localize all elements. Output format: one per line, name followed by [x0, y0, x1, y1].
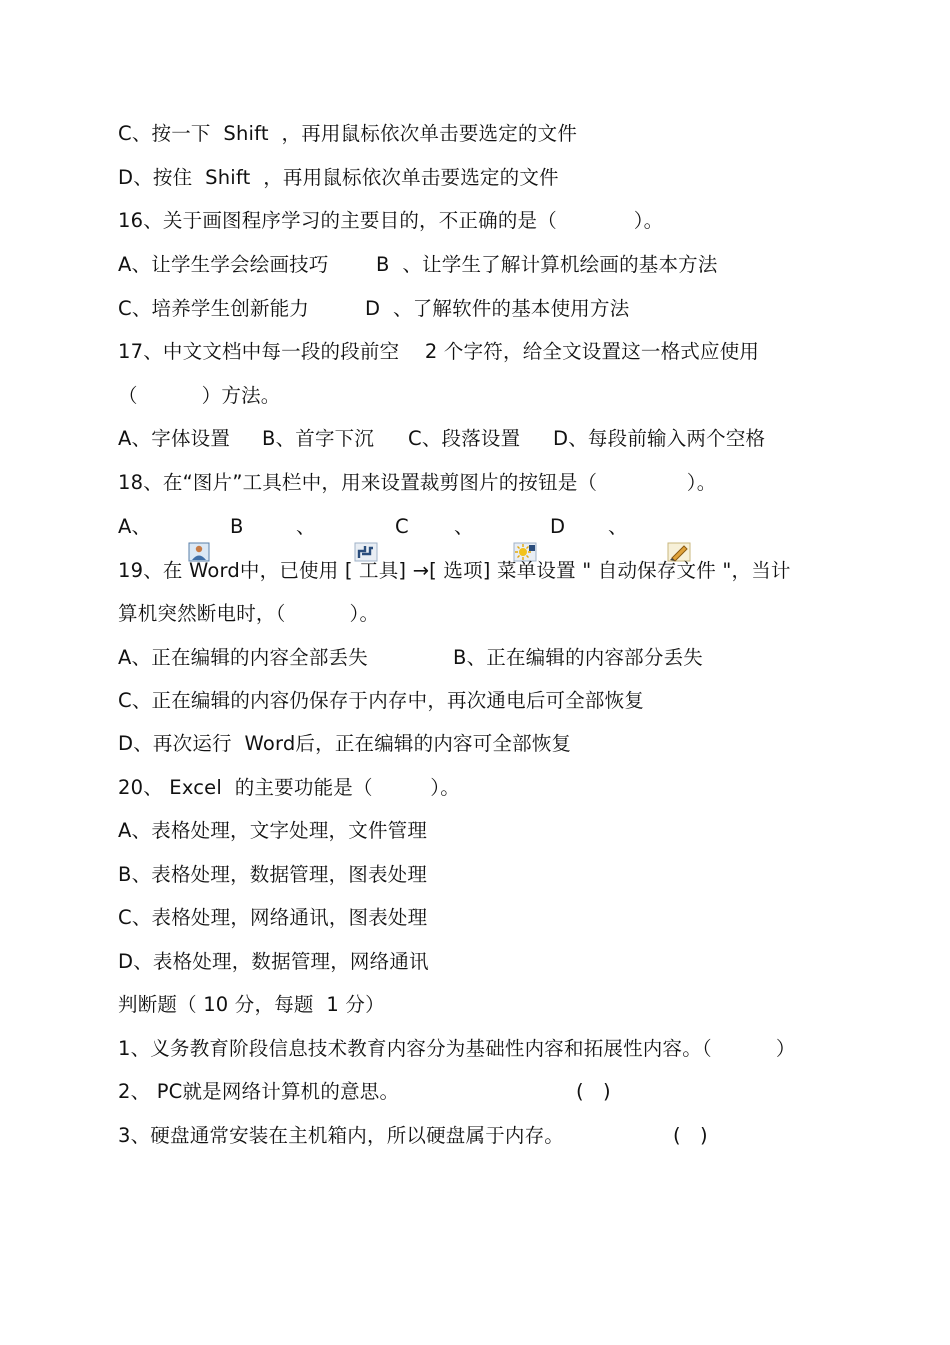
- image-insert-icon: [150, 516, 172, 536]
- option-20c: C、表格处理，网络通讯，图表处理: [118, 906, 428, 929]
- brightness-icon: [475, 516, 497, 536]
- option-16c: C、培养学生创新能力: [118, 297, 310, 320]
- option-19a: A、正在编辑的内容全部丢失: [118, 646, 368, 669]
- question-20: 20、 Excel 的主要功能是（ ）。: [118, 776, 460, 799]
- options-18: [118, 514, 678, 540]
- tf-question-2-blank: ( ): [576, 1080, 611, 1103]
- option-18c-sep: 、: [454, 515, 474, 538]
- option-19c: C、正在编辑的内容仍保存于内存中，再次通电后可全部恢复: [118, 689, 645, 712]
- option-16d: D 、了解软件的基本使用方法: [365, 297, 630, 320]
- question-18: 18、在“图片”工具栏中，用来设置裁剪图片的按钮是（ ）。: [118, 471, 717, 494]
- question-17: 17、中文文档中每一段的段前空 2 个字符，给全文设置这一格式应使用: [118, 340, 760, 363]
- option-18a-label: A、: [118, 515, 152, 538]
- option-16a: A、让学生学会绘画技巧: [118, 253, 329, 276]
- option-18b-sep: 、: [296, 515, 316, 538]
- tf-question-3-text: 3、硬盘通常安装在主机箱内，所以硬盘属于内存。: [118, 1124, 565, 1147]
- tf-question-3-blank: ( ): [673, 1124, 708, 1147]
- options-16-cd: [118, 296, 838, 322]
- option-19b: B、正在编辑的内容部分丢失: [453, 646, 703, 669]
- question-19-cont: 算机突然断电时，（ ）。: [118, 602, 380, 625]
- option-18d-label: D: [550, 515, 566, 538]
- option-18b-label: B: [230, 515, 244, 538]
- option-20b: B、表格处理，数据管理，图表处理: [118, 863, 428, 886]
- option-16b: B 、让学生了解计算机绘画的基本方法: [376, 253, 718, 276]
- question-16: 16、关于画图程序学习的主要目的，不正确的是（ ）。: [118, 209, 664, 232]
- option-15d: D、按住 Shift ，再用鼠标依次单击要选定的文件: [118, 166, 559, 189]
- option-19d: D、再次运行 Word后，正在编辑的内容可全部恢复: [118, 732, 572, 755]
- option-20a: A、表格处理，文字处理，文件管理: [118, 819, 428, 842]
- options-17: [118, 426, 838, 452]
- tf-question-2-text: 2、 PC就是网络计算机的意思。: [118, 1080, 400, 1103]
- option-17a: A、字体设置: [118, 427, 231, 450]
- section-heading-true-false: 判断题（ 10 分，每题 1 分）: [118, 993, 385, 1016]
- tf-question-1: 1、义务教育阶段信息技术教育内容分为基础性内容和拓展性内容。（ ）: [118, 1037, 796, 1060]
- recolor-icon: [629, 516, 651, 536]
- question-19: 19、在 Word中，已使用 [ 工具] →[ 选项] 菜单设置 " 自动保存文件 "，当计: [118, 559, 791, 582]
- options-19-ab: [118, 645, 838, 671]
- tf-question-3: [118, 1123, 838, 1149]
- option-20d: D、表格处理，数据管理，网络通讯: [118, 950, 429, 973]
- option-17c: C、段落设置: [408, 427, 521, 450]
- option-18d-sep: 、: [608, 515, 628, 538]
- tf-question-2: [118, 1079, 838, 1105]
- question-17-cont: （ ）方法。: [118, 384, 281, 407]
- option-18c-label: C: [395, 515, 409, 538]
- option-17b: B、首字下沉: [262, 427, 375, 450]
- option-17d: D、每段前输入两个空格: [553, 427, 766, 450]
- options-16-ab: [118, 252, 838, 278]
- crop-icon: [316, 516, 338, 536]
- option-15c: C、按一下 Shift ，再用鼠标依次单击要选定的文件: [118, 122, 578, 145]
